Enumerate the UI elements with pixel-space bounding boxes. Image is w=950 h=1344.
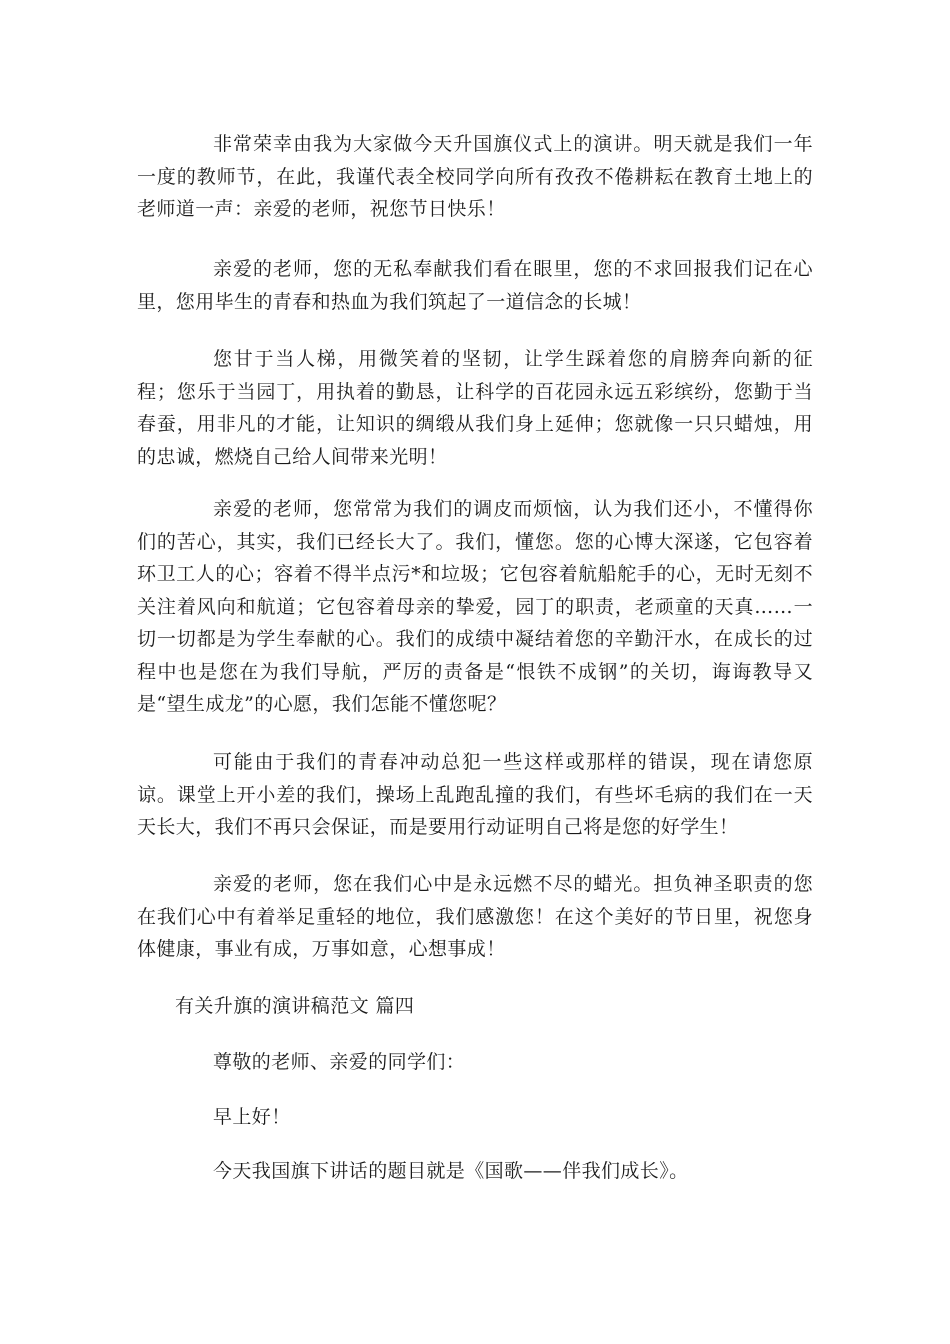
paragraph-metaphors: 您甘于当人梯，用微笑着的坚韧，让学生踩着您的肩膀奔向新的征程；您乐于当园丁，用执着的勤恳，让科学的百花园永远五彩缤纷，您勤于当春蚕，用非凡的才能，让知识的绸缎从我们身上延伸；您就像一只只蜡烛，用的忠诚，燃烧自己给人间带来光明！ bbox=[137, 348, 813, 468]
paragraph-opening: 非常荣幸由我为大家做今天升国旗仪式上的演讲。明天就是我们一年一度的教师节，在此，我谨代表全校同学向所有孜孜不倦耕耘在教育土地上的老师道一声：亲爱的老师，祝您节日快乐！ bbox=[137, 133, 813, 220]
paragraph-dedication: 亲爱的老师，您的无私奉献我们看在眼里，您的不求回报我们记在心里，您用毕生的青春和热血为我们筑起了一道信念的长城！ bbox=[137, 258, 813, 313]
paragraph-understanding: 亲爱的老师，您常常为我们的调皮而烦恼，认为我们还小，不懂得你们的苦心，其实，我们已经长大了。我们，懂您。您的心博大深遂，它包容着环卫工人的心；容着不得半点污*和垃圾；它包容着航船舵手的心，无时无刻不关注着风向和航道；它包容着母亲的挚爱，园丁的职责，老顽童的天真……一切一切都是为学生奉献的心。我们的成绩中凝结着您的辛勤汗水，在成长的过程中也是您在为我们导航，严厉的责备是“恨铁不成钢”的关切，诲诲教导又是“望生成龙”的心愿，我们怎能不懂您呢？ bbox=[137, 498, 813, 715]
salutation-line: 早上好！ bbox=[213, 1106, 291, 1128]
topic-line: 今天我国旗下讲话的题目就是《国歌——伴我们成长》。 bbox=[213, 1160, 689, 1182]
paragraph-closing-wishes: 亲爱的老师，您在我们心中是永远燃不尽的蜡光。担负神圣职责的您在我们心中有着举足重轻的地位，我们感激您！在这个美好的节日里，祝您身体健康，事业有成，万事如意，心想事成！ bbox=[137, 873, 813, 960]
section-title: 有关升旗的演讲稿范文 篇四 bbox=[175, 995, 415, 1017]
paragraph-apology: 可能由于我们的青春冲动总犯一些这样或那样的错误，现在请您原谅。课堂上开小差的我们，操场上乱跑乱撞的我们，有些坏毛病的我们在一天天长大，我们不再只会保证，而是要用行动证明自己将是您的好学生！ bbox=[137, 751, 813, 838]
greeting-line: 尊敬的老师、亲爱的同学们： bbox=[213, 1051, 466, 1073]
